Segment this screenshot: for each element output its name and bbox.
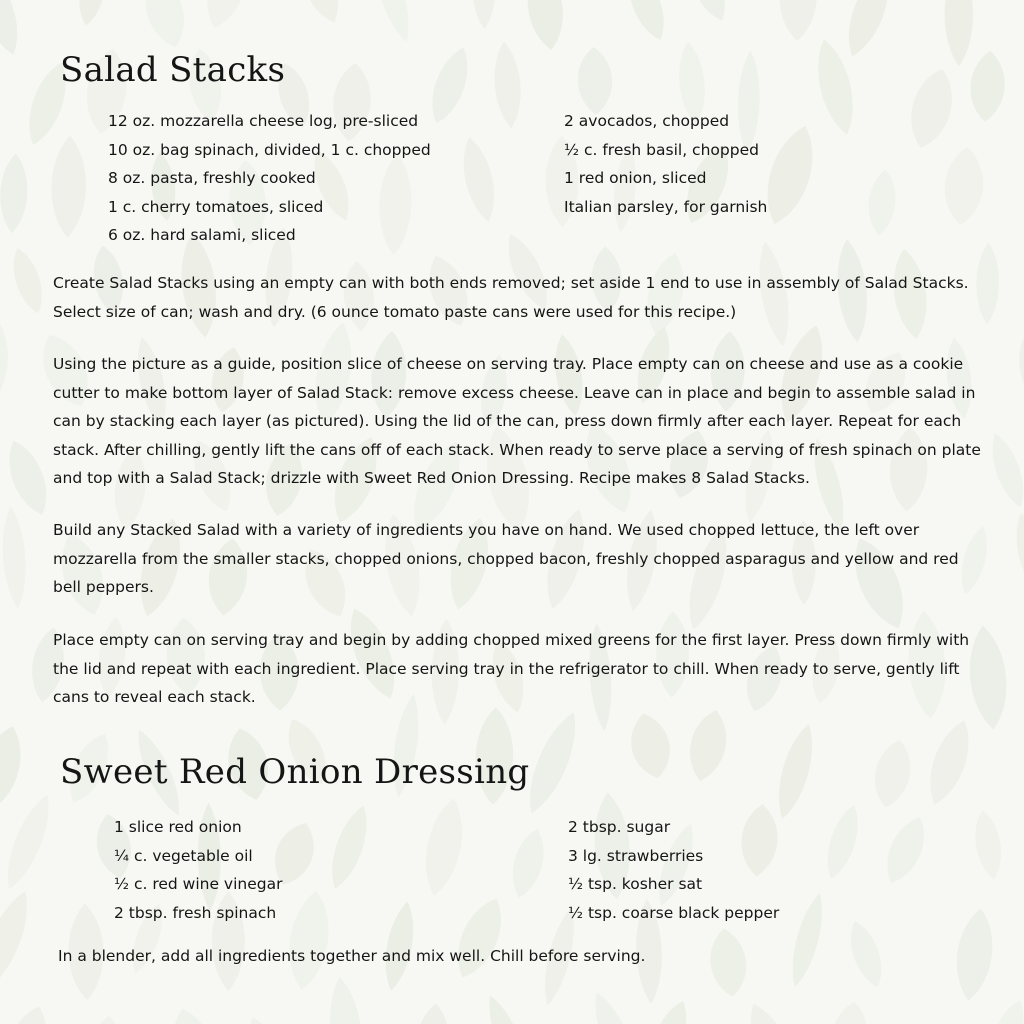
ingredient-item: ¼ c. vegetable oil	[114, 846, 253, 865]
ingredient-item: 1 c. cherry tomatoes, sliced	[108, 197, 324, 216]
ingredient-item: 1 slice red onion	[114, 818, 242, 836]
ingredient-item: 8 oz. pasta, freshly cooked	[108, 169, 316, 187]
dressing-ingredients-left	[114, 813, 282, 927]
ingredient-item: 10 oz. bag spinach, divided, 1 c. chopped	[108, 140, 431, 159]
ingredient-item: ½ tsp. kosher sat	[568, 875, 703, 893]
ingredient-item: 6 oz. hard salami, sliced	[108, 226, 296, 244]
instruction-paragraph-1: Create Salad Stacks using an empty can with both ends removed; set aside 1 end to use in assembly of Salad Stacks. Select size of can; wash and dry. (6 ounce tomato paste cans were used for this recipe.)	[53, 274, 969, 321]
dressing-ingredients-right	[568, 813, 779, 927]
ingredient-item: ½ tsp. coarse black pepper	[568, 903, 780, 922]
ingredient-item: Italian parsley, for garnish	[564, 197, 768, 216]
salad-stacks-ingredients-left	[108, 107, 431, 250]
dressing-instructions: In a blender, add all ingredients together and mix well. Chill before serving.	[58, 947, 646, 965]
instruction-paragraph-2: Using the picture as a guide, position slice of cheese on serving tray. Place empty can on cheese and use as a cookie cutter to make bottom layer of Salad Stack: remove excess cheese. Leave can in place and begin to assemble salad in can by stacking each layer (as pictured). Using the lid of the can, press down firmly after each layer. Repeat for each stack. After chilling, gently lift the cans off of each stack. When ready to serve place a serving of fresh spinach on plate and top with a Salad Stack; drizzle with Sweet Red Onion Dressing. Recipe makes 8 Salad Stacks.	[53, 355, 981, 487]
ingredient-item: ½ c. red wine vinegar	[114, 875, 283, 893]
ingredient-item: 2 tbsp. sugar	[568, 818, 671, 836]
ingredient-item: ½ c. fresh basil, chopped	[564, 140, 759, 159]
instruction-paragraph-3: Build any Stacked Salad with a variety of ingredients you have on hand. We used chopped lettuce, the left over mozzarella from the smaller stacks, chopped onions, chopped bacon, freshly chopped asparagus and yellow and red bell peppers.	[53, 521, 959, 596]
instruction-paragraph-4: Place empty can on serving tray and begin by adding chopped mixed greens for the first layer. Press down firmly with the lid and repeat with each ingredient. Place serving tray in the refrigerator to chill. When ready to serve, gently lift cans to reveal each stack.	[53, 631, 970, 706]
ingredient-item: 12 oz. mozzarella cheese log, pre-sliced	[108, 112, 419, 130]
salad-stacks-ingredients-right	[564, 107, 767, 221]
ingredient-item: 2 avocados, chopped	[564, 112, 730, 130]
salad-stacks-title: Salad Stacks	[60, 50, 286, 90]
ingredient-item: 2 tbsp. fresh spinach	[114, 903, 277, 922]
dressing-title: Sweet Red Onion Dressing	[60, 752, 530, 792]
ingredient-item: 3 lg. strawberries	[568, 846, 704, 865]
ingredient-item: 1 red onion, sliced	[564, 169, 707, 187]
